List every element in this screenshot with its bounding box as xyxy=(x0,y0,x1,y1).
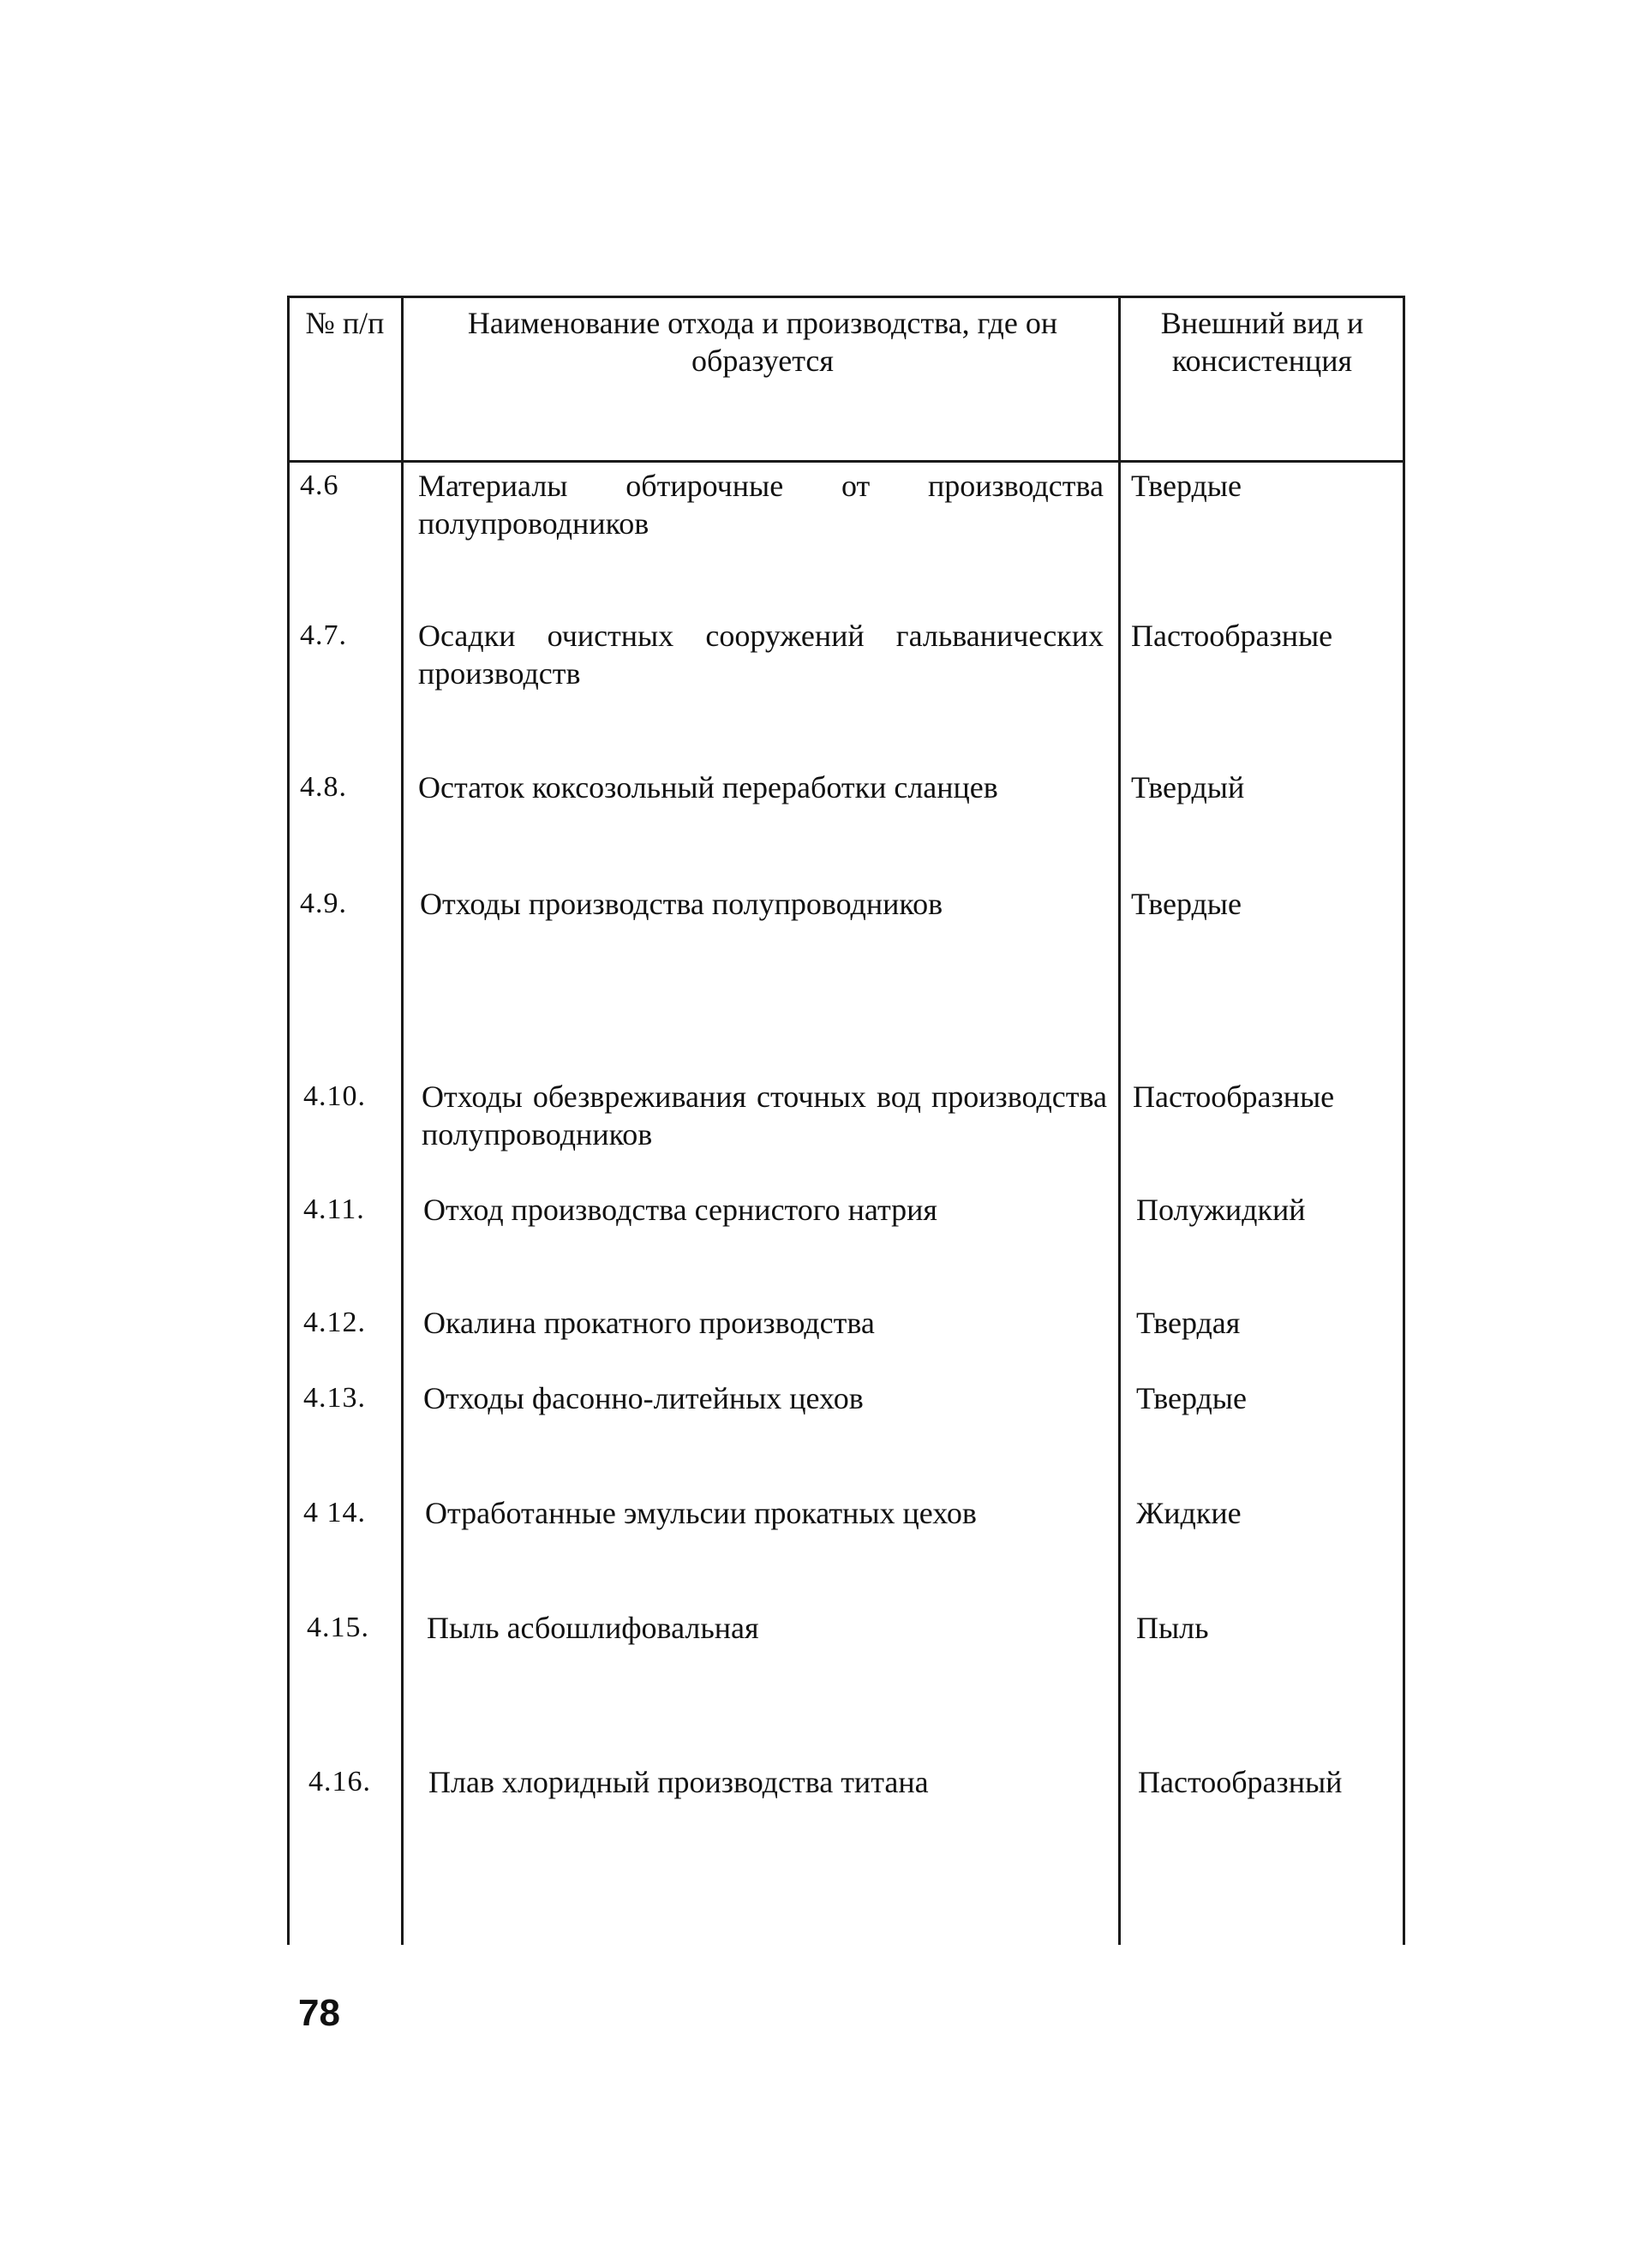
row-number: 4.7. xyxy=(300,619,347,651)
header-name: Наименование отхода и производства, где он образуется xyxy=(467,306,1058,378)
row-name: Пыль асбошлифовальная xyxy=(427,1611,759,1645)
row-number: 4.15. xyxy=(307,1612,369,1643)
row-number: 4.13. xyxy=(303,1382,366,1414)
row-number: 4.9. xyxy=(300,888,347,919)
table-left-border xyxy=(287,296,290,1945)
table-header-border xyxy=(287,460,1405,463)
row-number: 4.8. xyxy=(300,771,347,803)
row-number: 4.10. xyxy=(303,1080,366,1112)
row-appearance: Пастообразные xyxy=(1131,619,1333,653)
row-appearance: Полужидкий xyxy=(1136,1193,1306,1227)
row-name: Отходы производства полупроводников xyxy=(420,887,943,921)
row-name: Осадки очистных сооружений гальванических производств xyxy=(418,619,1104,691)
row-appearance: Пыль xyxy=(1136,1611,1209,1645)
row-name: Окалина прокатного производства xyxy=(423,1306,875,1340)
table-divider-2 xyxy=(1118,296,1121,1945)
row-number: 4 14. xyxy=(303,1497,366,1528)
row-appearance: Твердые xyxy=(1131,887,1242,921)
header-number: № п/п xyxy=(305,306,385,340)
row-name: Отход производства сернистого натрия xyxy=(423,1193,937,1227)
page-number: 78 xyxy=(298,1992,340,2034)
row-appearance: Пастообразные xyxy=(1133,1080,1335,1114)
row-appearance: Твердые xyxy=(1131,469,1242,503)
row-number: 4.12. xyxy=(303,1307,366,1338)
row-appearance: Твердая xyxy=(1136,1306,1241,1340)
row-number: 4.11. xyxy=(303,1193,365,1225)
row-number: 4.16. xyxy=(308,1766,371,1797)
row-appearance: Твердые xyxy=(1136,1381,1247,1415)
header-appearance: Внешний вид и консистенция xyxy=(1160,306,1364,378)
row-name: Отходы обезвреживания сточных вод производства полупроводников xyxy=(422,1080,1107,1151)
row-number: 4.6 xyxy=(300,470,339,501)
table-top-border xyxy=(287,296,1405,298)
row-name: Отработанные эмульсии прокатных цехов xyxy=(425,1496,977,1530)
row-appearance: Жидкие xyxy=(1136,1496,1242,1530)
row-name: Остаток коксозольный переработки сланцев xyxy=(418,770,998,804)
row-name: Плав хлоридный производства титана xyxy=(428,1765,929,1799)
row-appearance: Пастообразный xyxy=(1138,1765,1343,1799)
row-appearance: Твердый xyxy=(1131,770,1245,804)
row-name: Отходы фасонно-литейных цехов xyxy=(423,1381,864,1415)
table-divider-1 xyxy=(401,296,404,1945)
row-name: Материалы обтирочные от производства полупроводников xyxy=(418,469,1104,541)
table-right-border xyxy=(1403,296,1405,1945)
